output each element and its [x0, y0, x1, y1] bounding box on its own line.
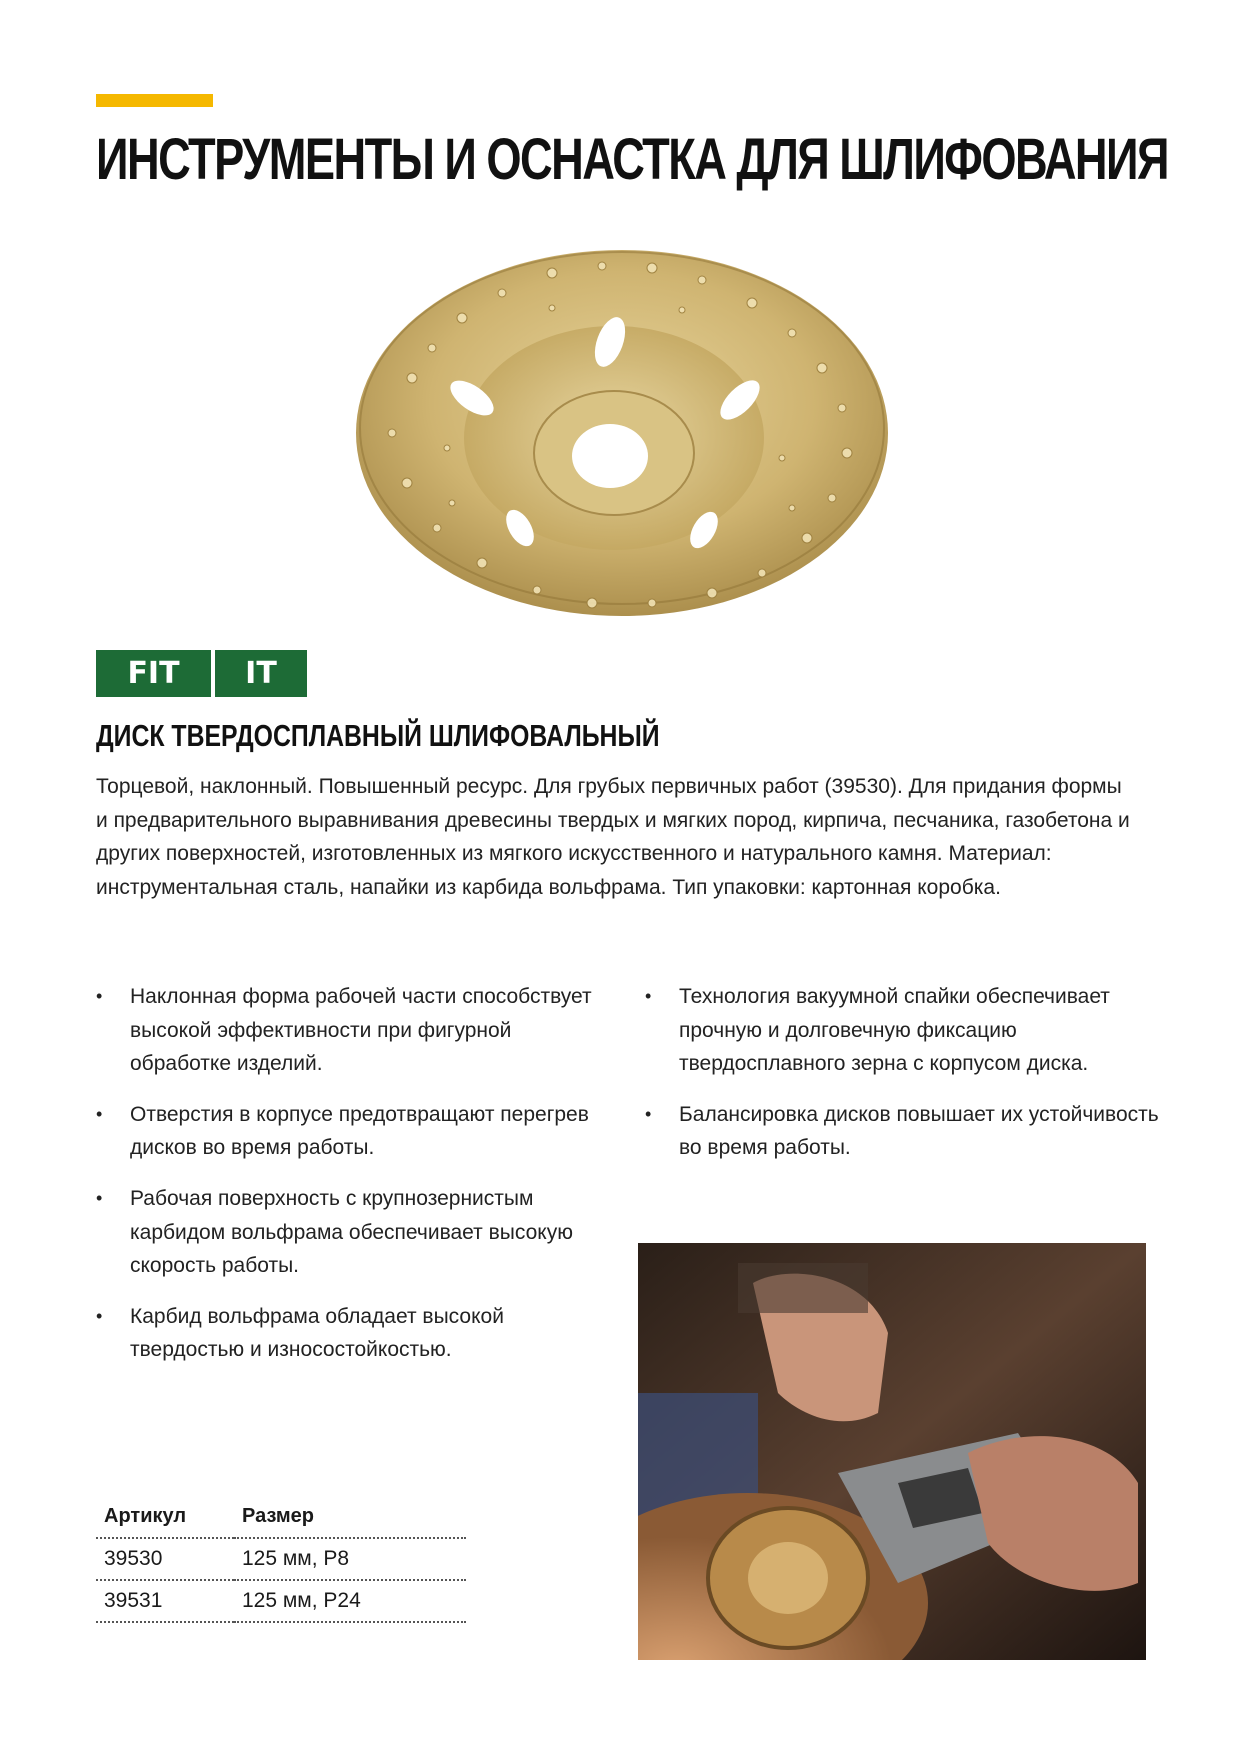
size-cell: 125 мм, P24 [242, 1589, 361, 1612]
column-header-size: Размер [242, 1504, 315, 1527]
brand-logo [96, 650, 307, 697]
feature-item [96, 1182, 616, 1283]
table-row [96, 1580, 466, 1622]
features-list-left [96, 980, 616, 1384]
feature-item [96, 980, 616, 1081]
feature-item [645, 1098, 1165, 1165]
product-description: Торцевой, наклонный. Повышенный ресурс. Для грубых первичных работ (39530). Для придания формы и предварительного выравнивания древесины твердых и мягких пород, кирпича, песчаника, газобетона и других поверхностей, изготовленных из мягкого искусственного и натурального камня. Материал: инструментальная сталь, напайки из карбида вольфрама. Тип упаковки: картонная коробка. [96, 775, 1130, 899]
article-cell: 39531 [104, 1589, 163, 1612]
feature-item [96, 1300, 616, 1367]
feature-text: Технология вакуумной спайки обеспечивает прочную и долговечную фиксацию твердосплавного зерна с корпусом диска. [679, 985, 1110, 1076]
feature-text: Карбид вольфрама обладает высокой твердостью и износостойкостью. [130, 1304, 504, 1362]
feature-text: Отверстия в корпусе предотвращают перегрев дисков во время работы. [130, 1102, 589, 1160]
article-cell: 39530 [104, 1547, 163, 1570]
bullet-icon: • [645, 1103, 652, 1124]
feature-text: Наклонная форма рабочей части способствует высокой эффективности при фигурной обработке изделий. [130, 985, 592, 1076]
product-disc-image [352, 248, 890, 618]
column-header-article: Артикул [104, 1504, 187, 1527]
bullet-icon: • [96, 1305, 103, 1326]
feature-text: Рабочая поверхность с крупнозернистым карбидом вольфрама обеспечивает высокую скорость работы. [130, 1186, 573, 1278]
accent-bar [96, 94, 213, 107]
size-cell: 125 мм, P8 [242, 1547, 350, 1570]
fit-logo: FIT [96, 650, 211, 697]
feature-item [645, 980, 1165, 1081]
usage-photo [638, 1243, 1146, 1660]
bullet-icon: • [96, 1187, 103, 1208]
feature-item [96, 1098, 616, 1165]
bullet-icon: • [96, 1103, 103, 1124]
feature-text: Балансировка дисков повышает их устойчивость во время работы. [679, 1102, 1159, 1160]
bullet-icon: • [645, 986, 652, 1006]
table-row [96, 1538, 466, 1580]
it-logo: IT [215, 650, 307, 697]
table-header-row [96, 1495, 466, 1538]
bullet-icon: • [96, 986, 103, 1006]
page-title: ИНСТРУМЕНТЫ И ОСНАСТКА ДЛЯ ШЛИФОВАНИЯ [96, 127, 1168, 192]
features-list-right [645, 980, 1165, 1182]
product-title: ДИСК ТВЕРДОСПЛАВНЫЙ ШЛИФОВАЛЬНЫЙ [96, 718, 660, 753]
spec-table [96, 1495, 466, 1623]
